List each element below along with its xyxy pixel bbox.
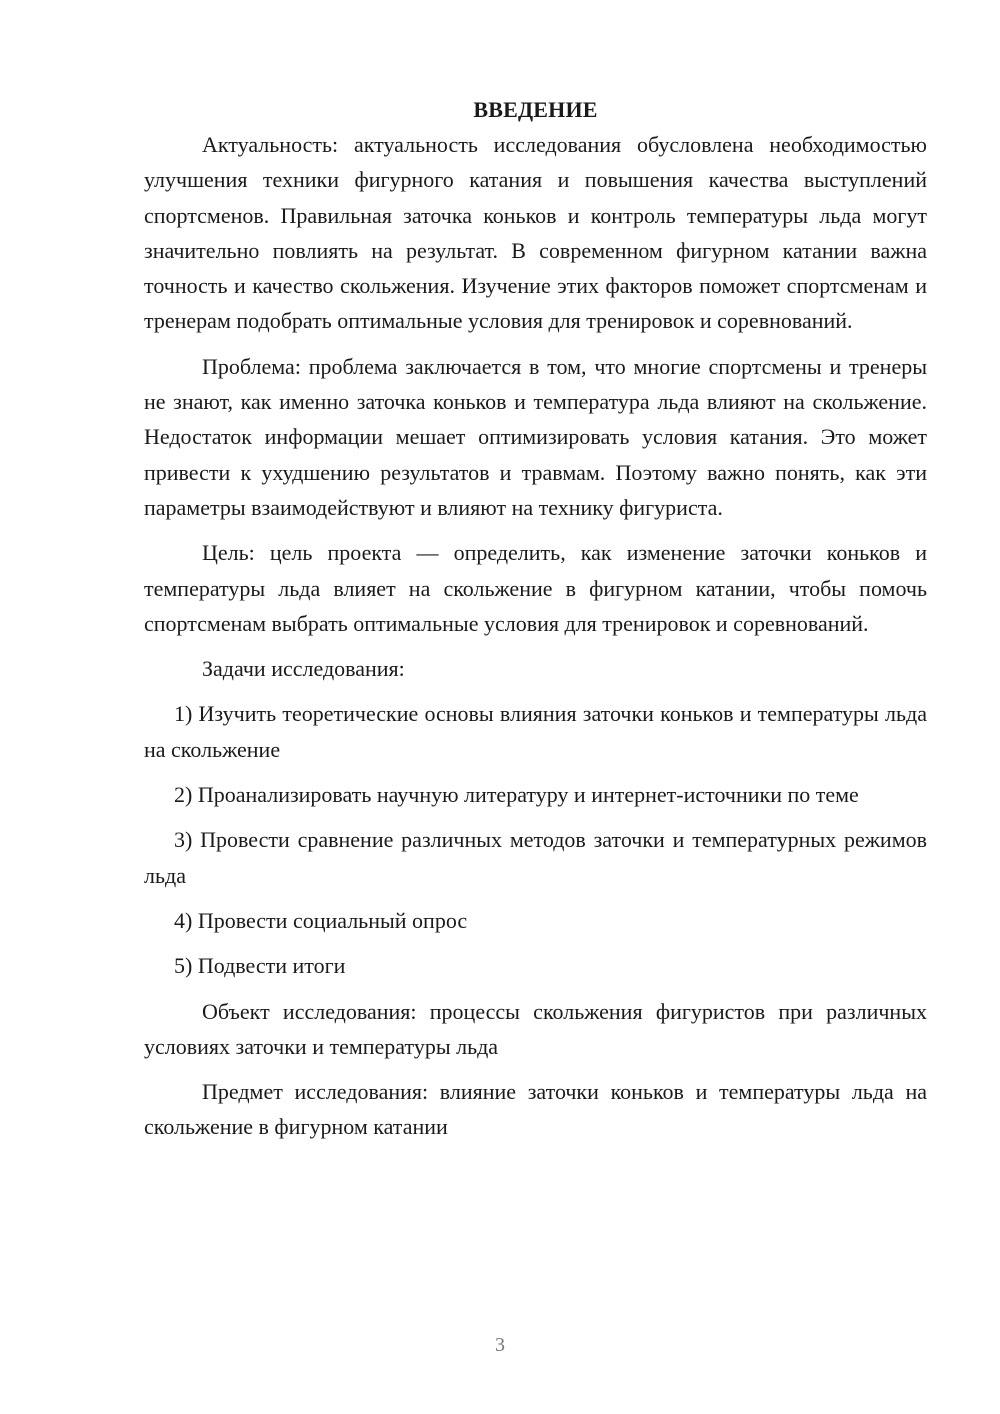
section-title: ВВЕДЕНИЕ: [473, 97, 598, 122]
paragraph-relevance: Актуальность: актуальность исследования обусловлена необходимостью улучшения техники фигурного катания и повышения качества выступлений спортсменов. Правильная заточка коньков и контроль температуры льда могут значительно повлиять на результат. В современном фигурном катании важна точность и качество скольжения. Изучение этих факторов поможет спортсменам и тренерам подобрать оптимальные условия для тренировок и соревнований.: [144, 132, 927, 334]
tasks-heading: Задачи исследования:: [202, 656, 405, 682]
paragraph-object: Объект исследования: процессы скольжения фигуристов при различных условиях заточки и температуры льда: [144, 998, 927, 1059]
document-page: [144, 92, 927, 1145]
task-item-5: 5) Подвести итоги: [174, 953, 346, 979]
page-number: 3: [495, 1334, 505, 1356]
task-item-3: 3) Провести сравнение различных методов заточки и температурных режимов льда: [144, 827, 927, 888]
task-item-1: 1) Изучить теоретические основы влияния заточки коньков и температуры льда на скольжение: [144, 701, 927, 762]
paragraph-subject: Предмет исследования: влияние заточки коньков и температуры льда на скольжение в фигурном катании: [144, 1079, 927, 1140]
paragraph-goal: Цель: цель проекта — определить, как изменение заточки коньков и температуры льда влияет на скольжение в фигурном катании, чтобы помочь спортсменам выбрать оптимальные условия для тренировок и соревнований.: [144, 540, 927, 636]
task-item-4: 4) Провести социальный опрос: [174, 907, 468, 933]
paragraph-problem: Проблема: проблема заключается в том, что многие спортсмены и тренеры не знают, как именно заточка коньков и температура льда влияют на скольжение. Недостаток информации мешает оптимизировать условия катания. Это может привести к ухудшению результатов и травмам. Поэтому важно понять, как эти параметры взаимодействуют и влияют на технику фигуриста.: [144, 353, 927, 520]
task-item-2: 2) Проанализировать научную литературу и интернет-источники по теме: [174, 782, 859, 808]
